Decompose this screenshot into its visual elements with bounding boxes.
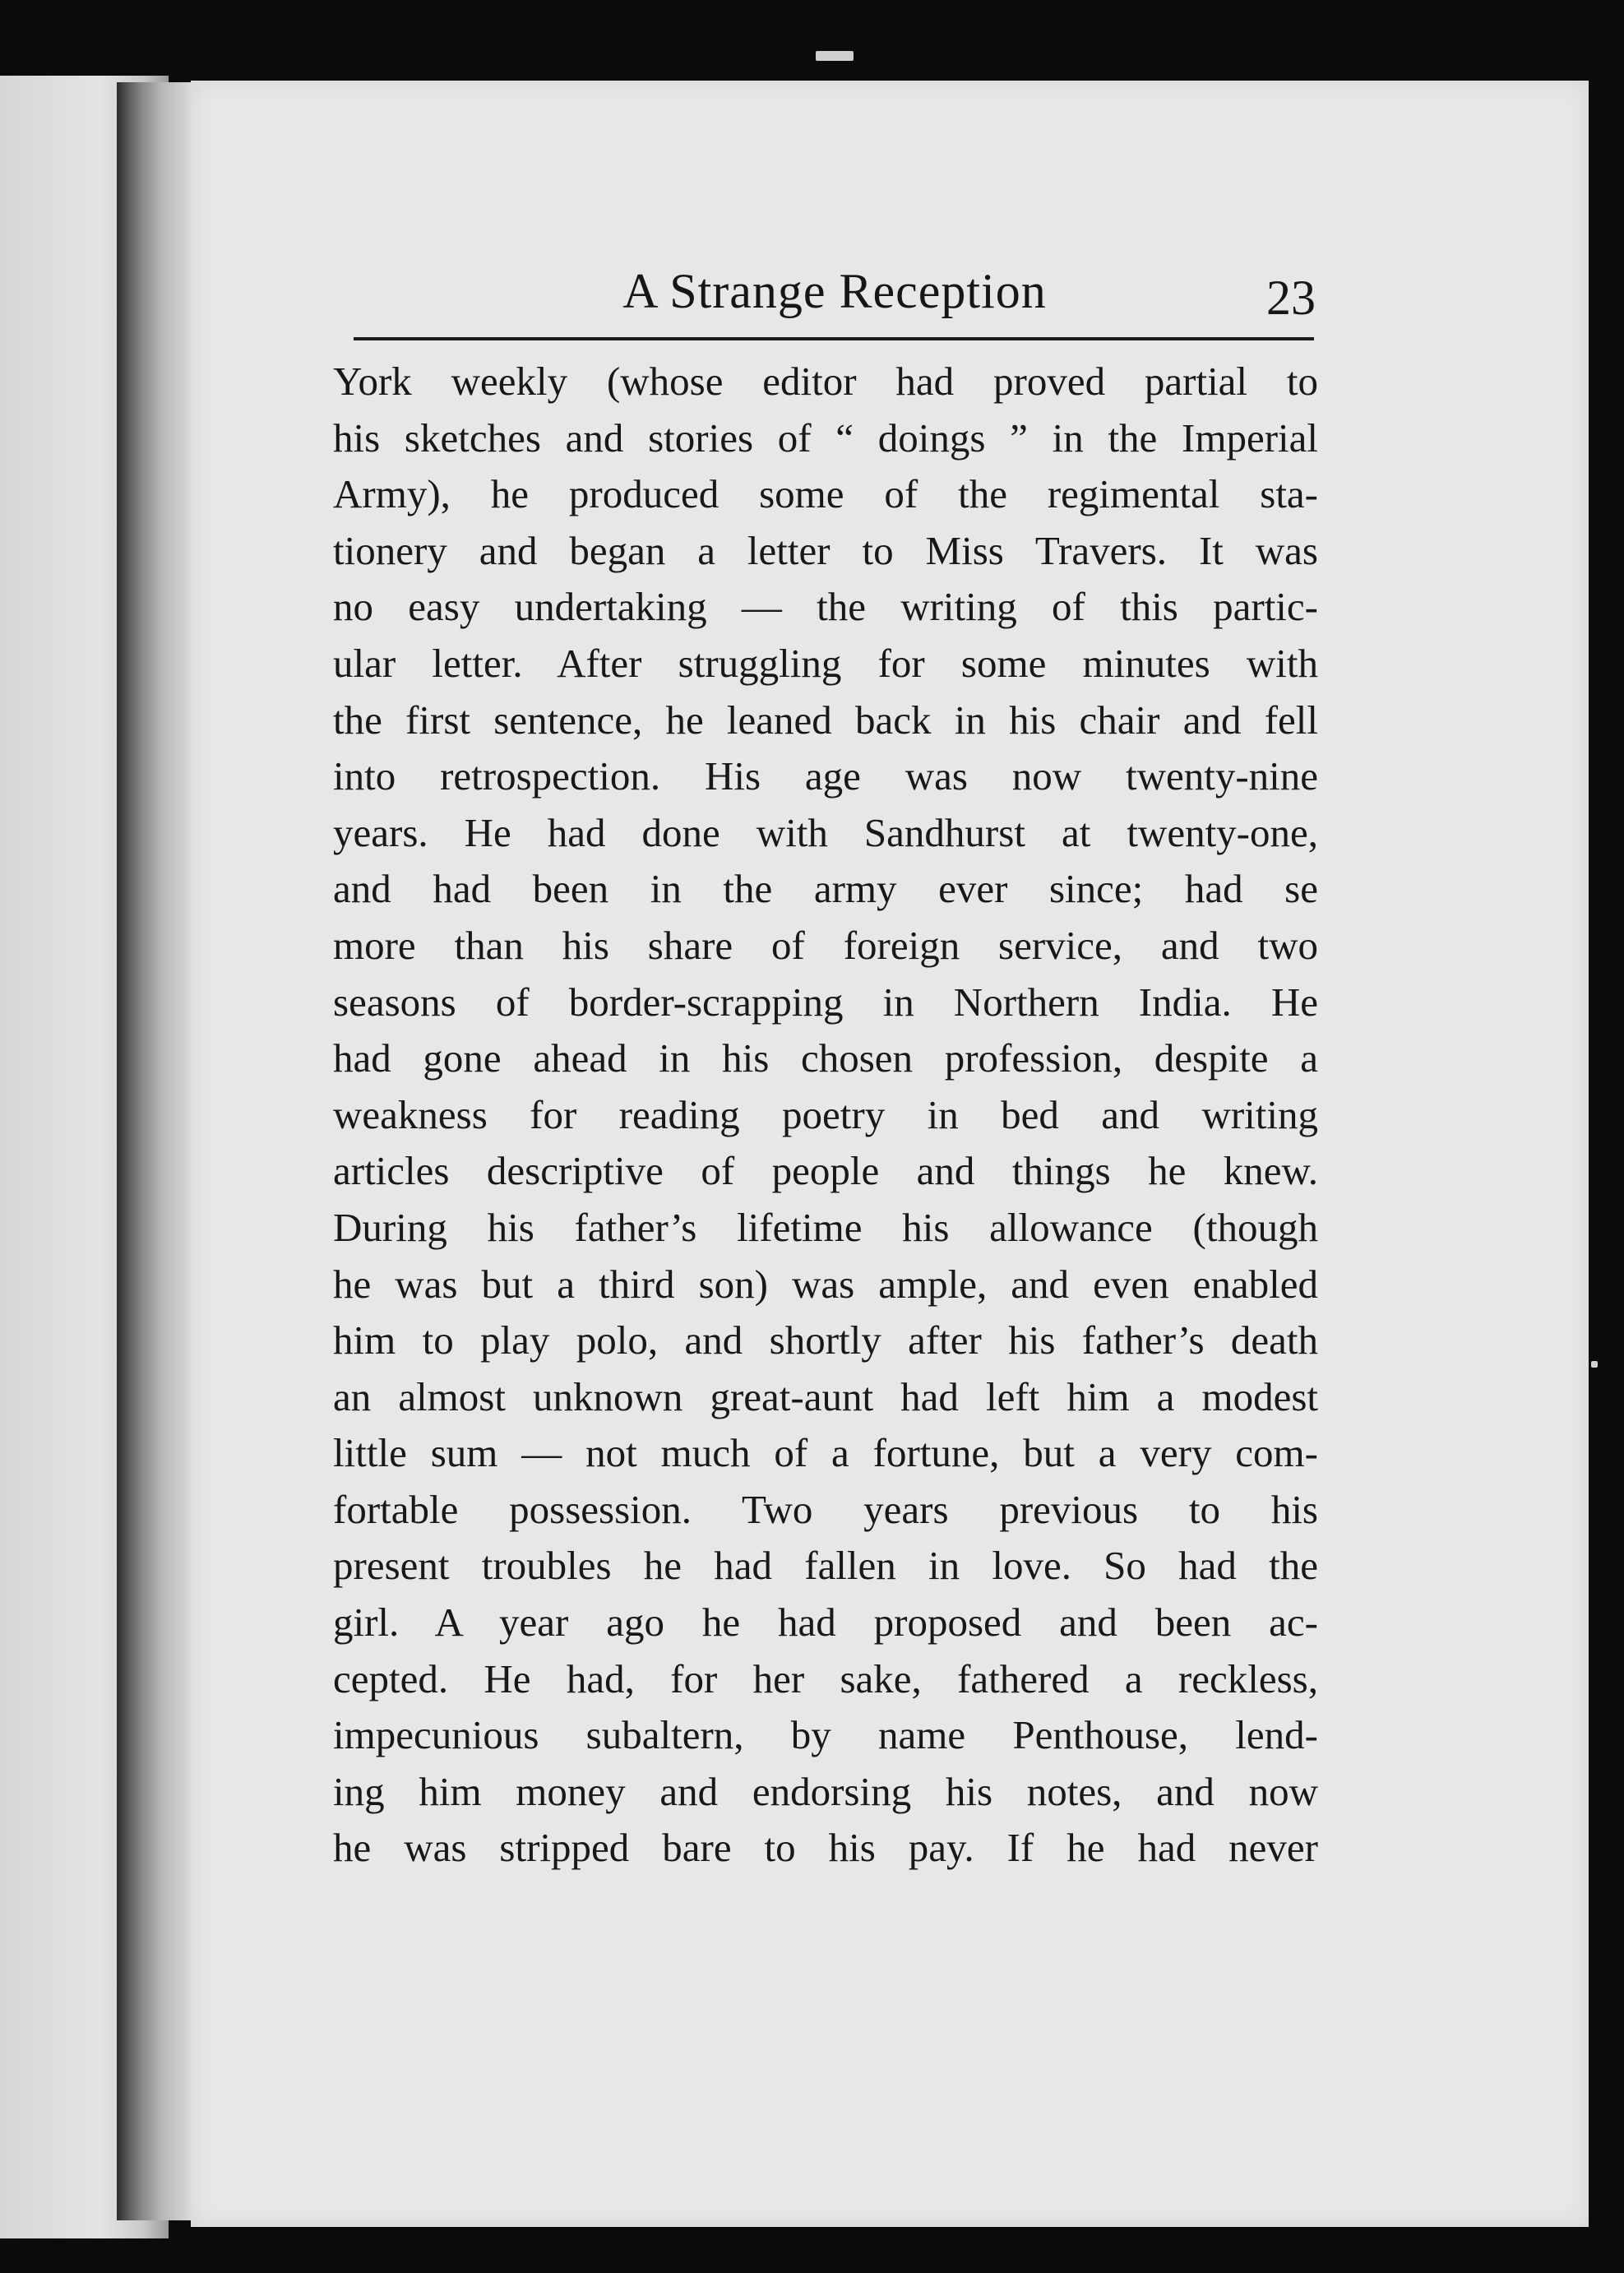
running-head (354, 263, 1316, 337)
text-line: During his father’s lifetime his allowance (though (333, 1204, 1318, 1250)
text-line: weakness for reading poetry in bed and writing (333, 1091, 1318, 1137)
scan-speck-right (1591, 1361, 1598, 1368)
text-line: an almost unknown great-aunt had left him a modest (333, 1373, 1318, 1419)
text-line: girl. A year ago he had proposed and been ac- (333, 1599, 1318, 1646)
text-line: had gone ahead in his chosen profession, despite a (333, 1035, 1318, 1081)
text-line: ing him money and endorsing his notes, and now (333, 1768, 1318, 1814)
text-line: fortable possession. Two years previous to his (333, 1486, 1318, 1532)
text-line: York weekly (whose editor had proved partial to (333, 359, 1318, 404)
text-line: seasons of border-scrapping in Northern India. He (333, 979, 1318, 1025)
text-line: Army), he produced some of the regimental sta- (333, 471, 1318, 517)
text-line: more than his share of foreign service, and two (333, 922, 1318, 968)
text-line: into retrospection. His age was now twenty-nine (333, 753, 1318, 799)
header-rule (354, 337, 1314, 340)
text-line: years. He had done with Sandhurst at twenty-one, (333, 809, 1318, 855)
text-line: him to play polo, and shortly after his father’s death (333, 1317, 1318, 1363)
text-line: the first sentence, he leaned back in his chair and fell (333, 697, 1318, 743)
text-line: and had been in the army ever since; had se (333, 866, 1318, 912)
text-line: no easy undertaking — the writing of this partic- (333, 584, 1318, 630)
text-line: his sketches and stories of “ doings ” in the Imperial (333, 414, 1318, 461)
text-line: he was stripped bare to his pay. If he had never (333, 1825, 1318, 1871)
book-gutter (117, 82, 192, 2220)
text-line: cepted. He had, for her sake, fathered a reckless, (333, 1655, 1318, 1701)
text-line: ular letter. After struggling for some minutes with (333, 640, 1318, 686)
body-text (333, 354, 1318, 1877)
text-line: articles descriptive of people and things he knew. (333, 1148, 1318, 1194)
text-line: present troubles he had fallen in love. So had the (333, 1543, 1318, 1589)
text-line: little sum — not much of a fortune, but a very com- (333, 1430, 1318, 1476)
text-line: tionery and began a letter to Miss Travers. It was (333, 527, 1318, 573)
scan-speck-top (816, 51, 854, 61)
text-line: impecunious subaltern, by name Penthouse, lend- (333, 1712, 1318, 1758)
page-number: 23 (1266, 271, 1316, 325)
chapter-title: A Strange Reception (622, 264, 1047, 318)
text-line: he was but a third son) was ample, and even enabled (333, 1261, 1318, 1307)
